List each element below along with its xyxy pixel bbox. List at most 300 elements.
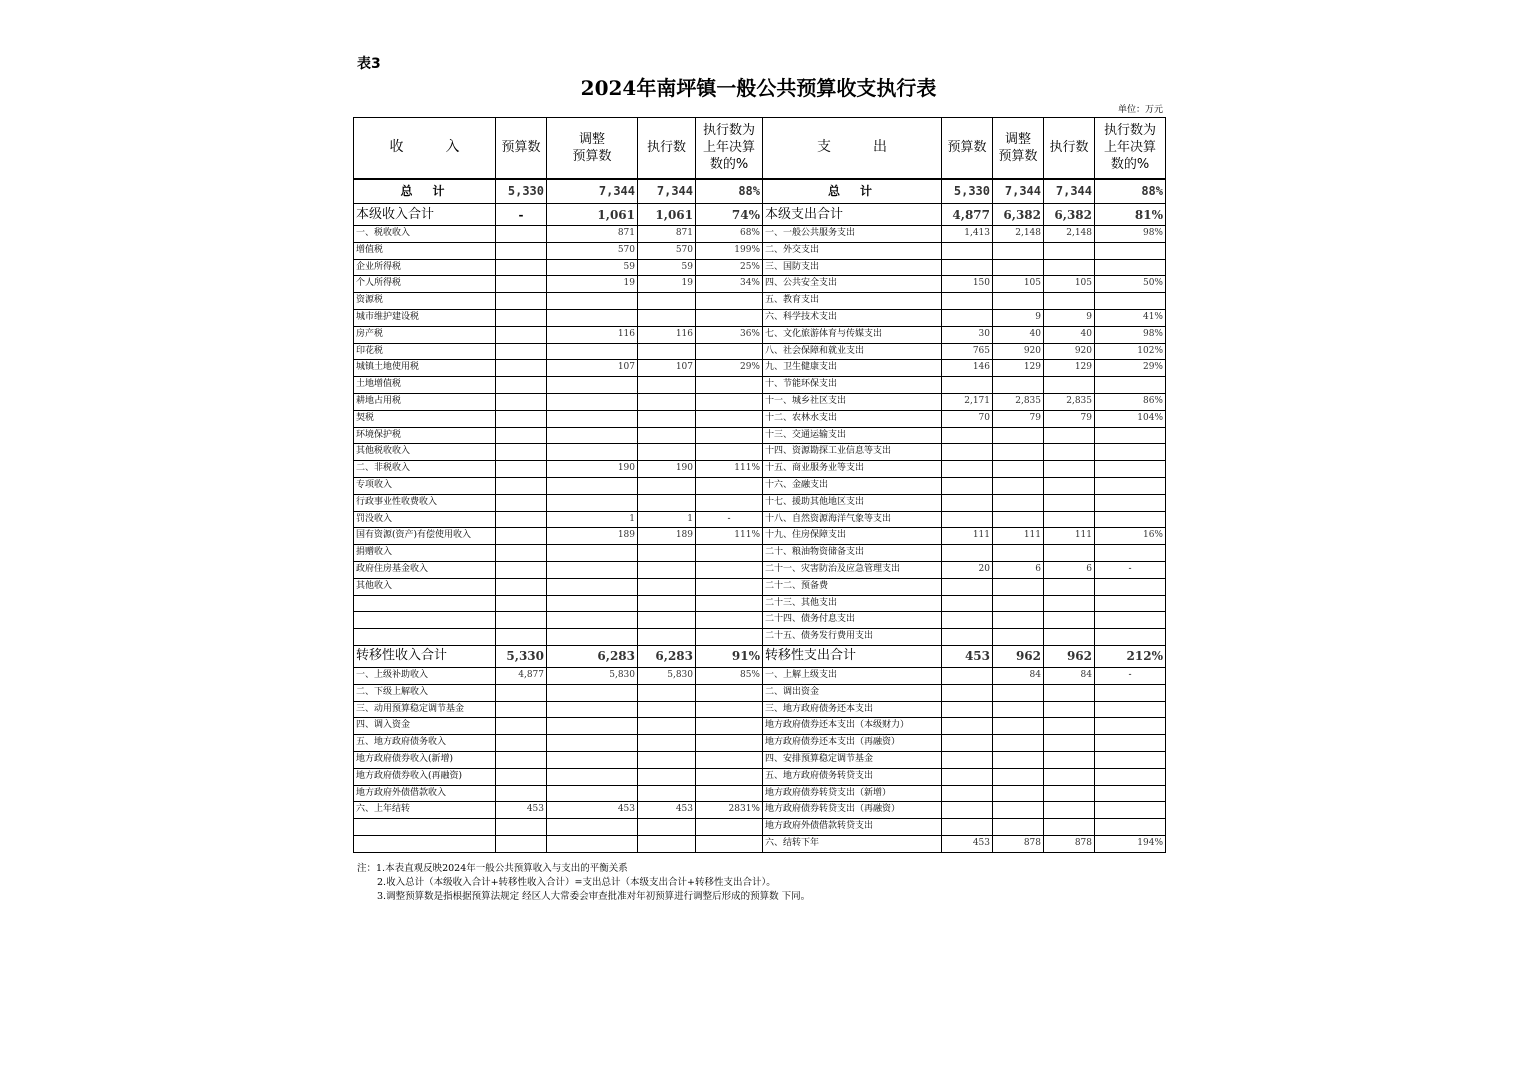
income-label-cell xyxy=(354,629,496,646)
local-expense-executed: 6,382 xyxy=(1044,204,1095,226)
table-row xyxy=(354,735,1166,752)
income-ratio-cell: 199% xyxy=(696,242,763,259)
table-row xyxy=(354,326,1166,343)
expense-budget-cell: 30 xyxy=(942,326,993,343)
expense-adjusted-cell xyxy=(993,477,1044,494)
income-budget-cell xyxy=(496,735,547,752)
note-3: 3.调整预算数是指根据预算法规定 经区人大常委会审查批准对年初预算进行调整后形成的预算数 下同。 xyxy=(377,891,811,902)
expense-label-cell: 二、调出资金 xyxy=(763,684,942,701)
expense-budget-cell: 453 xyxy=(942,835,993,852)
transfer-income-adjusted: 6,283 xyxy=(547,645,638,667)
expense-ratio-cell xyxy=(1095,785,1166,802)
income-executed-cell: 871 xyxy=(638,226,696,243)
income-executed-cell: 5,830 xyxy=(638,667,696,684)
expense-ratio-cell: 104% xyxy=(1095,410,1166,427)
expense-adjusted-cell xyxy=(993,735,1044,752)
transfer-expense-executed: 962 xyxy=(1044,645,1095,667)
table-row xyxy=(354,377,1166,394)
local-income-ratio: 74% xyxy=(696,204,763,226)
total-expense-budget: 5,330 xyxy=(942,179,993,204)
income-adjusted-cell: 116 xyxy=(547,326,638,343)
expense-adjusted-cell: 84 xyxy=(993,667,1044,684)
income-executed-cell xyxy=(638,629,696,646)
table-row xyxy=(354,751,1166,768)
local-expense-label: 本级支出合计 xyxy=(763,204,942,226)
note-2: 2.收入总计（本级收入合计+转移性收入合计）=支出总计（本级支出合计+转移性支出合计）。 xyxy=(377,877,776,888)
income-executed-cell xyxy=(638,309,696,326)
expense-executed-cell xyxy=(1044,768,1095,785)
income-executed-cell: 1 xyxy=(638,511,696,528)
local-total-row xyxy=(354,204,1166,226)
income-executed-cell: 107 xyxy=(638,360,696,377)
income-budget-cell xyxy=(496,444,547,461)
expense-label-cell: 四、安排预算稳定调节基金 xyxy=(763,751,942,768)
table-row xyxy=(354,427,1166,444)
expense-label-cell: 地方政府债券还本支出（本级财力） xyxy=(763,718,942,735)
transfer-total-row xyxy=(354,645,1166,667)
expense-adjusted-cell xyxy=(993,785,1044,802)
income-adjusted-cell xyxy=(547,819,638,836)
expense-ratio-cell xyxy=(1095,259,1166,276)
income-ratio-cell xyxy=(696,293,763,310)
income-label-cell: 捐赠收入 xyxy=(354,545,496,562)
table-row xyxy=(354,444,1166,461)
expense-budget-cell xyxy=(942,545,993,562)
expense-label-cell: 十一、城乡社区支出 xyxy=(763,393,942,410)
table-row xyxy=(354,835,1166,852)
income-ratio-cell: 36% xyxy=(696,326,763,343)
income-ratio-cell xyxy=(696,735,763,752)
expense-executed-cell: 920 xyxy=(1044,343,1095,360)
expense-label-cell: 一、一般公共服务支出 xyxy=(763,226,942,243)
income-budget-cell xyxy=(496,578,547,595)
income-label-cell: 五、地方政府债务收入 xyxy=(354,735,496,752)
table-row xyxy=(354,242,1166,259)
table-row xyxy=(354,528,1166,545)
expense-ratio-cell: 29% xyxy=(1095,360,1166,377)
expense-executed-cell xyxy=(1044,511,1095,528)
expense-executed-cell: 9 xyxy=(1044,309,1095,326)
expense-budget-cell xyxy=(942,629,993,646)
expense-ratio-cell: 16% xyxy=(1095,528,1166,545)
income-ratio-cell: 111% xyxy=(696,528,763,545)
expense-ratio-cell: 86% xyxy=(1095,393,1166,410)
income-label-cell xyxy=(354,612,496,629)
expense-executed-cell xyxy=(1044,735,1095,752)
expense-executed-cell: 84 xyxy=(1044,667,1095,684)
total-row xyxy=(354,179,1166,204)
expense-executed-cell: 2,835 xyxy=(1044,393,1095,410)
income-ratio-cell xyxy=(696,785,763,802)
income-budget-cell xyxy=(496,326,547,343)
header-ratio-ex: 执行数为 上年决算 数的% xyxy=(1095,118,1166,179)
income-executed-cell xyxy=(638,819,696,836)
unit-label: 单位：万元 xyxy=(1117,105,1163,115)
income-budget-cell xyxy=(496,785,547,802)
expense-adjusted-cell xyxy=(993,629,1044,646)
expense-label-cell: 地方政府外债借款转贷支出 xyxy=(763,819,942,836)
expense-ratio-cell xyxy=(1095,595,1166,612)
income-budget-cell xyxy=(496,561,547,578)
expense-label-cell: 六、结转下年 xyxy=(763,835,942,852)
total-income-ratio: 88% xyxy=(696,179,763,204)
income-executed-cell: 116 xyxy=(638,326,696,343)
expense-ratio-cell xyxy=(1095,701,1166,718)
expense-ratio-cell xyxy=(1095,735,1166,752)
income-adjusted-cell xyxy=(547,684,638,701)
sheet-label: 表3 xyxy=(357,56,381,72)
income-adjusted-cell xyxy=(547,561,638,578)
expense-ratio-cell xyxy=(1095,802,1166,819)
income-ratio-cell xyxy=(696,309,763,326)
income-adjusted-cell xyxy=(547,751,638,768)
income-label-cell: 一、上级补助收入 xyxy=(354,667,496,684)
income-executed-cell xyxy=(638,444,696,461)
income-ratio-cell xyxy=(696,393,763,410)
income-label-cell: 一、税收收入 xyxy=(354,226,496,243)
income-label-cell: 土地增值税 xyxy=(354,377,496,394)
income-executed-cell xyxy=(638,477,696,494)
income-label-cell: 城镇土地使用税 xyxy=(354,360,496,377)
expense-executed-cell xyxy=(1044,612,1095,629)
income-adjusted-cell: 453 xyxy=(547,802,638,819)
income-budget-cell xyxy=(496,309,547,326)
income-label-cell: 专项收入 xyxy=(354,477,496,494)
expense-budget-cell xyxy=(942,259,993,276)
income-adjusted-cell xyxy=(547,701,638,718)
income-executed-cell xyxy=(638,835,696,852)
income-ratio-cell xyxy=(696,701,763,718)
expense-label-cell: 十、节能环保支出 xyxy=(763,377,942,394)
expense-budget-cell xyxy=(942,461,993,478)
income-adjusted-cell: 570 xyxy=(547,242,638,259)
income-label-cell xyxy=(354,819,496,836)
income-executed-cell xyxy=(638,768,696,785)
table-row xyxy=(354,226,1166,243)
expense-adjusted-cell xyxy=(993,802,1044,819)
transfer-expense-label: 转移性支出合计 xyxy=(763,645,942,667)
header-executed: 执行数 xyxy=(638,118,696,179)
table-row xyxy=(354,511,1166,528)
income-label-cell xyxy=(354,595,496,612)
expense-executed-cell xyxy=(1044,701,1095,718)
table-row xyxy=(354,595,1166,612)
income-executed-cell: 19 xyxy=(638,276,696,293)
expense-executed-cell xyxy=(1044,259,1095,276)
expense-executed-cell xyxy=(1044,477,1095,494)
expense-budget-cell xyxy=(942,511,993,528)
income-budget-cell xyxy=(496,819,547,836)
income-label-cell: 二、非税收入 xyxy=(354,461,496,478)
expense-label-cell: 六、科学技术支出 xyxy=(763,309,942,326)
expense-label-cell: 十六、金融支出 xyxy=(763,477,942,494)
expense-adjusted-cell xyxy=(993,701,1044,718)
income-adjusted-cell xyxy=(547,735,638,752)
expense-budget-cell xyxy=(942,785,993,802)
table-row xyxy=(354,461,1166,478)
income-ratio-cell xyxy=(696,427,763,444)
income-ratio-cell: 111% xyxy=(696,461,763,478)
expense-adjusted-cell xyxy=(993,444,1044,461)
expense-ratio-cell: 98% xyxy=(1095,326,1166,343)
income-adjusted-cell xyxy=(547,629,638,646)
income-executed-cell xyxy=(638,785,696,802)
expense-executed-cell: 105 xyxy=(1044,276,1095,293)
expense-executed-cell xyxy=(1044,819,1095,836)
income-budget-cell: 4,877 xyxy=(496,667,547,684)
income-adjusted-cell xyxy=(547,768,638,785)
table-row xyxy=(354,494,1166,511)
expense-budget-cell xyxy=(942,768,993,785)
table-row xyxy=(354,612,1166,629)
income-budget-cell xyxy=(496,718,547,735)
total-income-budget: 5,330 xyxy=(496,179,547,204)
expense-executed-cell xyxy=(1044,684,1095,701)
income-budget-cell xyxy=(496,494,547,511)
income-adjusted-cell: 871 xyxy=(547,226,638,243)
income-adjusted-cell xyxy=(547,612,638,629)
expense-label-cell: 二十三、其他支出 xyxy=(763,595,942,612)
expense-budget-cell xyxy=(942,751,993,768)
income-ratio-cell xyxy=(696,343,763,360)
income-executed-cell xyxy=(638,343,696,360)
expense-adjusted-cell: 79 xyxy=(993,410,1044,427)
expense-budget-cell xyxy=(942,802,993,819)
expense-ratio-cell xyxy=(1095,751,1166,768)
income-ratio-cell xyxy=(696,835,763,852)
expense-executed-cell xyxy=(1044,461,1095,478)
table-row xyxy=(354,276,1166,293)
page-title: 2024年南坪镇一般公共预算收支执行表 xyxy=(580,76,937,100)
income-adjusted-cell xyxy=(547,393,638,410)
income-executed-cell xyxy=(638,393,696,410)
expense-executed-cell: 129 xyxy=(1044,360,1095,377)
expense-ratio-cell xyxy=(1095,545,1166,562)
income-budget-cell xyxy=(496,835,547,852)
header-expense: 支 出 xyxy=(763,118,942,179)
income-label-cell: 三、动用预算稳定调节基金 xyxy=(354,701,496,718)
expense-ratio-cell xyxy=(1095,293,1166,310)
income-budget-cell xyxy=(496,629,547,646)
income-adjusted-cell xyxy=(547,343,638,360)
expense-executed-cell xyxy=(1044,242,1095,259)
expense-budget-cell xyxy=(942,612,993,629)
income-budget-cell xyxy=(496,595,547,612)
expense-ratio-cell: 98% xyxy=(1095,226,1166,243)
income-label-cell: 耕地占用税 xyxy=(354,393,496,410)
income-budget-cell xyxy=(496,751,547,768)
income-budget-cell xyxy=(496,259,547,276)
income-executed-cell xyxy=(638,701,696,718)
income-ratio-cell: - xyxy=(696,511,763,528)
expense-label-cell: 二十四、债务付息支出 xyxy=(763,612,942,629)
income-budget-cell: 453 xyxy=(496,802,547,819)
transfer-income-label: 转移性收入合计 xyxy=(354,645,496,667)
local-expense-budget: 4,877 xyxy=(942,204,993,226)
local-expense-ratio: 81% xyxy=(1095,204,1166,226)
income-executed-cell: 59 xyxy=(638,259,696,276)
income-adjusted-cell xyxy=(547,410,638,427)
income-label-cell: 政府住房基金收入 xyxy=(354,561,496,578)
income-ratio-cell xyxy=(696,410,763,427)
table-row xyxy=(354,684,1166,701)
income-budget-cell xyxy=(496,226,547,243)
income-adjusted-cell xyxy=(547,494,638,511)
expense-budget-cell xyxy=(942,718,993,735)
expense-label-cell: 十七、援助其他地区支出 xyxy=(763,494,942,511)
income-executed-cell xyxy=(638,578,696,595)
income-ratio-cell xyxy=(696,684,763,701)
table-row xyxy=(354,360,1166,377)
income-executed-cell: 190 xyxy=(638,461,696,478)
expense-budget-cell: 146 xyxy=(942,360,993,377)
expense-adjusted-cell xyxy=(993,293,1044,310)
expense-budget-cell xyxy=(942,427,993,444)
local-income-adjusted: 1,061 xyxy=(547,204,638,226)
budget-table xyxy=(353,117,1166,853)
expense-label-cell: 十九、住房保障支出 xyxy=(763,528,942,545)
expense-ratio-cell xyxy=(1095,242,1166,259)
income-executed-cell: 570 xyxy=(638,242,696,259)
income-ratio-cell: 34% xyxy=(696,276,763,293)
expense-executed-cell xyxy=(1044,578,1095,595)
expense-label-cell: 三、地方政府债务还本支出 xyxy=(763,701,942,718)
income-ratio-cell: 68% xyxy=(696,226,763,243)
expense-ratio-cell: - xyxy=(1095,561,1166,578)
income-label-cell: 个人所得税 xyxy=(354,276,496,293)
expense-executed-cell xyxy=(1044,293,1095,310)
expense-label-cell: 二、外交支出 xyxy=(763,242,942,259)
expense-label-cell: 九、卫生健康支出 xyxy=(763,360,942,377)
income-adjusted-cell xyxy=(547,595,638,612)
income-executed-cell xyxy=(638,410,696,427)
total-income-executed: 7,344 xyxy=(638,179,696,204)
income-adjusted-cell xyxy=(547,309,638,326)
expense-budget-cell xyxy=(942,701,993,718)
income-budget-cell xyxy=(496,276,547,293)
income-label-cell: 地方政府外债借款收入 xyxy=(354,785,496,802)
expense-label-cell: 十二、农林水支出 xyxy=(763,410,942,427)
expense-label-cell: 十八、自然资源海洋气象等支出 xyxy=(763,511,942,528)
local-income-label: 本级收入合计 xyxy=(354,204,496,226)
expense-ratio-cell: - xyxy=(1095,667,1166,684)
expense-adjusted-cell xyxy=(993,461,1044,478)
expense-budget-cell xyxy=(942,735,993,752)
income-label-cell: 二、下级上解收入 xyxy=(354,684,496,701)
income-executed-cell xyxy=(638,293,696,310)
local-expense-adjusted: 6,382 xyxy=(993,204,1044,226)
income-budget-cell xyxy=(496,410,547,427)
expense-budget-cell xyxy=(942,477,993,494)
income-adjusted-cell: 59 xyxy=(547,259,638,276)
expense-ratio-cell xyxy=(1095,684,1166,701)
expense-budget-cell xyxy=(942,377,993,394)
expense-label-cell: 四、公共安全支出 xyxy=(763,276,942,293)
income-budget-cell xyxy=(496,545,547,562)
expense-budget-cell xyxy=(942,444,993,461)
expense-ratio-cell xyxy=(1095,578,1166,595)
expense-executed-cell xyxy=(1044,751,1095,768)
table-row xyxy=(354,293,1166,310)
income-budget-cell xyxy=(496,701,547,718)
expense-adjusted-cell: 111 xyxy=(993,528,1044,545)
income-label-cell: 行政事业性收费收入 xyxy=(354,494,496,511)
income-label-cell: 四、调入资金 xyxy=(354,718,496,735)
income-ratio-cell: 25% xyxy=(696,259,763,276)
income-label-cell: 契税 xyxy=(354,410,496,427)
income-budget-cell xyxy=(496,477,547,494)
income-ratio-cell xyxy=(696,595,763,612)
expense-executed-cell xyxy=(1044,785,1095,802)
income-label-cell: 房产税 xyxy=(354,326,496,343)
income-budget-cell xyxy=(496,393,547,410)
table-row xyxy=(354,701,1166,718)
income-executed-cell xyxy=(638,494,696,511)
expense-ratio-cell: 194% xyxy=(1095,835,1166,852)
expense-ratio-cell xyxy=(1095,477,1166,494)
expense-ratio-cell: 50% xyxy=(1095,276,1166,293)
income-ratio-cell xyxy=(696,751,763,768)
expense-budget-cell: 20 xyxy=(942,561,993,578)
expense-label-cell: 十四、资源勘探工业信息等支出 xyxy=(763,444,942,461)
expense-budget-cell xyxy=(942,819,993,836)
expense-adjusted-cell xyxy=(993,494,1044,511)
header-income: 收 入 xyxy=(354,118,496,179)
transfer-expense-budget: 453 xyxy=(942,645,993,667)
income-executed-cell xyxy=(638,595,696,612)
income-label-cell: 资源税 xyxy=(354,293,496,310)
expense-adjusted-cell: 40 xyxy=(993,326,1044,343)
income-label-cell: 印花税 xyxy=(354,343,496,360)
expense-adjusted-cell: 105 xyxy=(993,276,1044,293)
expense-executed-cell xyxy=(1044,427,1095,444)
expense-label-cell: 一、上解上级支出 xyxy=(763,667,942,684)
local-income-executed: 1,061 xyxy=(638,204,696,226)
income-ratio-cell xyxy=(696,768,763,785)
income-adjusted-cell xyxy=(547,578,638,595)
income-adjusted-cell xyxy=(547,293,638,310)
income-label-cell: 其他收入 xyxy=(354,578,496,595)
expense-executed-cell: 111 xyxy=(1044,528,1095,545)
header-adjusted: 调整 预算数 xyxy=(547,118,638,179)
total-income-label: 总 计 xyxy=(354,179,496,204)
income-adjusted-cell xyxy=(547,444,638,461)
income-label-cell: 其他税收收入 xyxy=(354,444,496,461)
income-budget-cell xyxy=(496,612,547,629)
local-rows xyxy=(354,226,1166,646)
income-ratio-cell xyxy=(696,578,763,595)
income-adjusted-cell: 190 xyxy=(547,461,638,478)
income-adjusted-cell: 189 xyxy=(547,528,638,545)
expense-label-cell: 五、教育支出 xyxy=(763,293,942,310)
table-row xyxy=(354,410,1166,427)
income-executed-cell xyxy=(638,718,696,735)
income-adjusted-cell xyxy=(547,785,638,802)
expense-executed-cell xyxy=(1044,629,1095,646)
table-row xyxy=(354,477,1166,494)
expense-budget-cell: 150 xyxy=(942,276,993,293)
header-row xyxy=(354,118,1166,179)
expense-adjusted-cell xyxy=(993,511,1044,528)
expense-executed-cell: 6 xyxy=(1044,561,1095,578)
expense-ratio-cell xyxy=(1095,494,1166,511)
transfer-income-executed: 6,283 xyxy=(638,645,696,667)
income-adjusted-cell: 5,830 xyxy=(547,667,638,684)
income-adjusted-cell: 19 xyxy=(547,276,638,293)
expense-adjusted-cell xyxy=(993,427,1044,444)
expense-budget-cell xyxy=(942,684,993,701)
expense-adjusted-cell: 920 xyxy=(993,343,1044,360)
